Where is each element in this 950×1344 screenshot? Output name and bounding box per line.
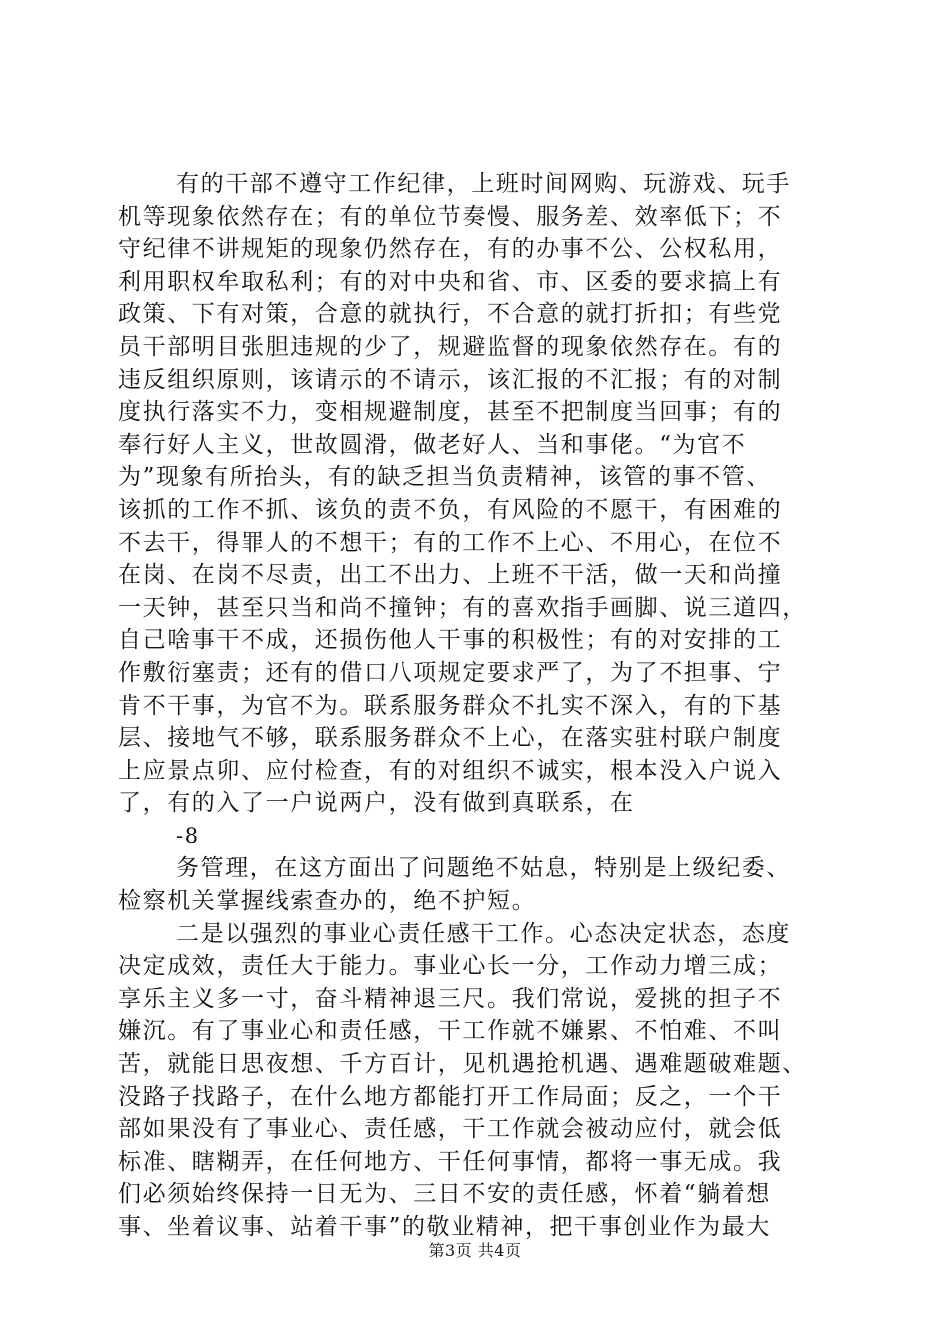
text-line: 们必须始终保持一日无为、三日不安的责任感，怀着“躺着想 xyxy=(118,1181,771,1208)
text-line: 享乐主义多一寸，奋斗精神退三尺。我们常说，爱挑的担子不 xyxy=(118,985,783,1012)
text-line: 务管理，在这方面出了问题绝不姑息，特别是上级纪委、 xyxy=(176,855,791,882)
text-line: 机等现象依然存在；有的单位节奏慢、服务差、效率低下；不 xyxy=(118,203,783,230)
text-line: 有的干部不遵守工作纪律，上班时间网购、玩游戏、玩手 xyxy=(176,171,791,197)
text-line: 员干部明目张胆违规的少了，规避监督的现象依然存在。有的 xyxy=(118,333,783,360)
text-line: 标准、瞎糊弄，在任何地方、干任何事情，都将一事无成。我 xyxy=(118,1148,783,1175)
text-line: 事、坐着议事、站着干事”的敬业精神，把干事创业作为最大 xyxy=(118,1214,771,1240)
text-line: 奉行好人主义，世故圆滑，做老好人、当和事佬。“为官不 xyxy=(118,431,747,458)
text-line: 在岗、在岗不尽责，出工不出力、上班不干活，做一天和尚撞 xyxy=(118,562,783,589)
text-line: 没路子找路子，在什么地方都能打开工作局面；反之，一个干 xyxy=(118,1083,783,1110)
text-line: 度执行落实不力，变相规避制度，甚至不把制度当回事；有的 xyxy=(118,399,783,426)
body-text xyxy=(118,168,848,1244)
text-line: 利用职权牟取私利；有的对中央和省、市、区委的要求搞上有 xyxy=(118,268,783,295)
text-line: 上应景点卯、应付检查，有的对组织不诚实，根本没入户说入 xyxy=(118,757,783,784)
text-line: 二是以强烈的事业心责任感干工作。心态决定状态，态度 xyxy=(176,920,791,947)
text-line: 守纪律不讲规矩的现象仍然存在，有的办事不公、公权私用， xyxy=(118,236,783,263)
text-line: 苦，就能日思夜想、千方百计，见机遇抢机遇、遇难题破难题、 xyxy=(118,1051,807,1078)
text-line: 违反组织原则，该请示的不请示，该汇报的不汇报；有的对制 xyxy=(118,366,783,393)
page-footer: 第3页 共4页 xyxy=(428,1241,522,1260)
text-line: 肯不干事，为官不为。联系服务群众不扎实不深入，有的下基 xyxy=(118,692,783,719)
text-line: 部如果没有了事业心、责任感，干工作就会被动应付，就会低 xyxy=(118,1116,783,1143)
inline-page-marker: -8 xyxy=(176,823,200,848)
text-line: 了，有的入了一户说两户，没有做到真联系，在 xyxy=(118,790,635,817)
text-line: 检察机关掌握线索查办的，绝不护短。 xyxy=(118,888,537,915)
text-line: 该抓的工作不抓、该负的责不负，有风险的不愿干，有困难的 xyxy=(118,496,783,523)
text-line: 自己啥事干不成，还损伤他人干事的积极性；有的对安排的工 xyxy=(118,627,783,654)
text-line: 作敷衍塞责；还有的借口八项规定要求严了，为了不担事、宁 xyxy=(118,659,783,686)
text-line: 一天钟，甚至只当和尚不撞钟；有的喜欢指手画脚、说三道四， xyxy=(118,594,807,621)
text-line: 为”现象有所抬头，有的缺乏担当负责精神，该管的事不管、 xyxy=(118,464,771,491)
text-line: 政策、下有对策，合意的就执行，不合意的就打折扣；有些党 xyxy=(118,301,783,328)
text-line: 不去干，得罪人的不想干；有的工作不上心、不用心，在位不 xyxy=(118,529,783,556)
text-line: 嫌沉。有了事业心和责任感，干工作就不嫌累、不怕难、不叫 xyxy=(118,1018,783,1045)
text-line: 层、接地气不够，联系服务群众不上心，在落实驻村联户制度 xyxy=(118,725,783,752)
text-line: 决定成效，责任大于能力。事业心长一分，工作动力增三成； xyxy=(118,953,783,980)
